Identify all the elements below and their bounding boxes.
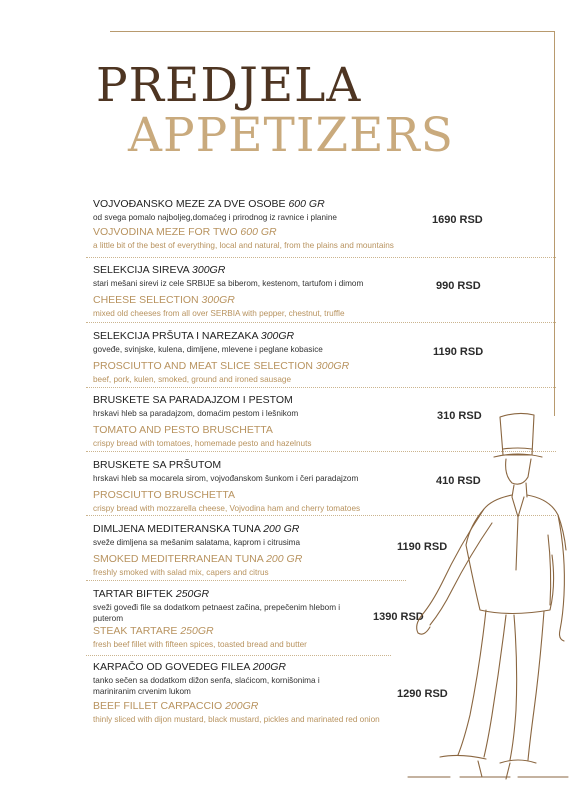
item-desc-sr: sveži goveđi file sa dodatkom petnaest začina, prepečenim hlebom i puterom xyxy=(93,603,341,623)
item-name-en: BEEF FILLET CARPACCIO 200GR xyxy=(93,700,259,712)
item-price: 1290 RSD xyxy=(397,688,448,700)
item-desc-sr: goveđe, svinjske, kulena, dimljene, mlevene i peglane kobasice xyxy=(93,345,323,354)
item-name-sr: BRUSKETE SA PARADAJZOM I PESTOM xyxy=(93,394,293,406)
item-name-en: CHEESE SELECTION 300GR xyxy=(93,294,235,306)
item-price: 1390 RSD xyxy=(373,611,424,623)
item-name-sr: SELEKCIJA SIREVA 300GR xyxy=(93,264,226,276)
item-desc-sr: hrskavi hleb sa mocarela sirom, vojvođanskom šunkom i čeri paradajzom xyxy=(93,474,359,483)
item-name-en: VOJVODINA MEZE FOR TWO 600 GR xyxy=(93,226,277,238)
item-desc-sr: hrskavi hleb sa paradajzom, domaćim pestom i lešnikom xyxy=(93,409,299,418)
divider xyxy=(86,655,391,656)
item-name-sr: DIMLJENA MEDITERANSKA TUNA 200 GR xyxy=(93,523,300,535)
item-price: 1690 RSD xyxy=(432,214,483,226)
menu-item-smoked-tuna xyxy=(93,523,413,578)
item-desc-sr: stari mešani sirevi iz cele SRBIJE sa biberom, kestenom, tartufom i dimom xyxy=(93,279,364,288)
menu-item-prosciutto-bruschetta xyxy=(93,459,413,514)
menu-item-cheese-selection xyxy=(93,264,413,319)
item-desc-sr: tanko sečen sa dodatkom dižon senfa, slaćicom, kornišonima i mariniranim crvenim lukom xyxy=(93,676,320,696)
gentleman-sketch-illustration xyxy=(400,405,575,790)
item-name-en: PROSCIUTTO AND MEAT SLICE SELECTION 300GR xyxy=(93,360,350,372)
item-desc-sr: sveže dimljena sa mešanim salatama, kaprom i citrusima xyxy=(93,538,301,547)
item-name-sr: BRUSKETE SA PRŠUTOM xyxy=(93,459,222,471)
item-desc-sr: od svega pomalo najboljeg,domaćeg i prirodnog iz ravnice i planine xyxy=(93,213,337,222)
divider xyxy=(86,387,556,388)
item-name-en: SMOKED MEDITERRANEAN TUNA 200 GR xyxy=(93,553,303,565)
item-desc-en: beef, pork, kulen, smoked, ground and ironed sausage xyxy=(93,375,291,384)
item-desc-en: crispy bread with tomatoes, homemade pesto and hazelnuts xyxy=(93,439,312,448)
divider xyxy=(86,322,556,323)
item-name-en: TOMATO AND PESTO BRUSCHETTA xyxy=(93,424,273,436)
item-price: 1190 RSD xyxy=(433,346,484,358)
item-desc-en: mixed old cheeses from all over SERBIA with pepper, chestnut, truffle xyxy=(93,309,345,318)
item-name-sr: KARPAČO OD GOVEDEG FILEA 200GR xyxy=(93,661,286,673)
item-price: 310 RSD xyxy=(437,410,482,422)
menu-item-vojvodina-meze xyxy=(93,198,413,251)
page-title-serbian: PREDJELA xyxy=(96,58,362,113)
item-price: 410 RSD xyxy=(436,475,481,487)
menu-item-prosciutto-selection xyxy=(93,330,413,385)
divider xyxy=(86,257,556,258)
frame-line-right xyxy=(554,31,555,416)
item-price: 1190 RSD xyxy=(397,541,448,553)
divider xyxy=(86,580,406,581)
item-desc-en: a little bit of the best of everything, local and natural, from the plains and mountains xyxy=(93,241,394,250)
item-desc-en: thinly sliced with dijon mustard, black mustard, pickles and marinated red onion xyxy=(93,715,380,724)
item-name-sr: SELEKCIJA PRŠUTA I NAREZAKA 300GR xyxy=(93,330,295,342)
item-name-sr: VOJVOĐANSKO MEZE ZA DVE OSOBE 600 GR xyxy=(93,198,325,210)
item-desc-en: freshly smoked with salad mix, capers and citrus xyxy=(93,568,269,577)
item-desc-en: fresh beef fillet with fifteen spices, toasted bread and butter xyxy=(93,640,307,649)
menu-item-beef-carpaccio xyxy=(93,661,380,725)
page-title-english: APPETIZERS xyxy=(128,108,454,163)
item-name-sr: TARTAR BIFTEK 250GR xyxy=(93,588,210,600)
item-name-en: STEAK TARTARE 250GR xyxy=(93,625,214,637)
item-desc-en: crispy bread with mozzarella cheese, Vojvodina ham and cherry tomatoes xyxy=(93,504,361,513)
item-price: 990 RSD xyxy=(436,280,481,292)
menu-item-steak-tartare xyxy=(93,588,343,650)
menu-item-tomato-bruschetta xyxy=(93,394,413,449)
frame-line-top xyxy=(110,31,555,32)
item-name-en: PROSCIUTTO BRUSCHETTA xyxy=(93,489,235,501)
